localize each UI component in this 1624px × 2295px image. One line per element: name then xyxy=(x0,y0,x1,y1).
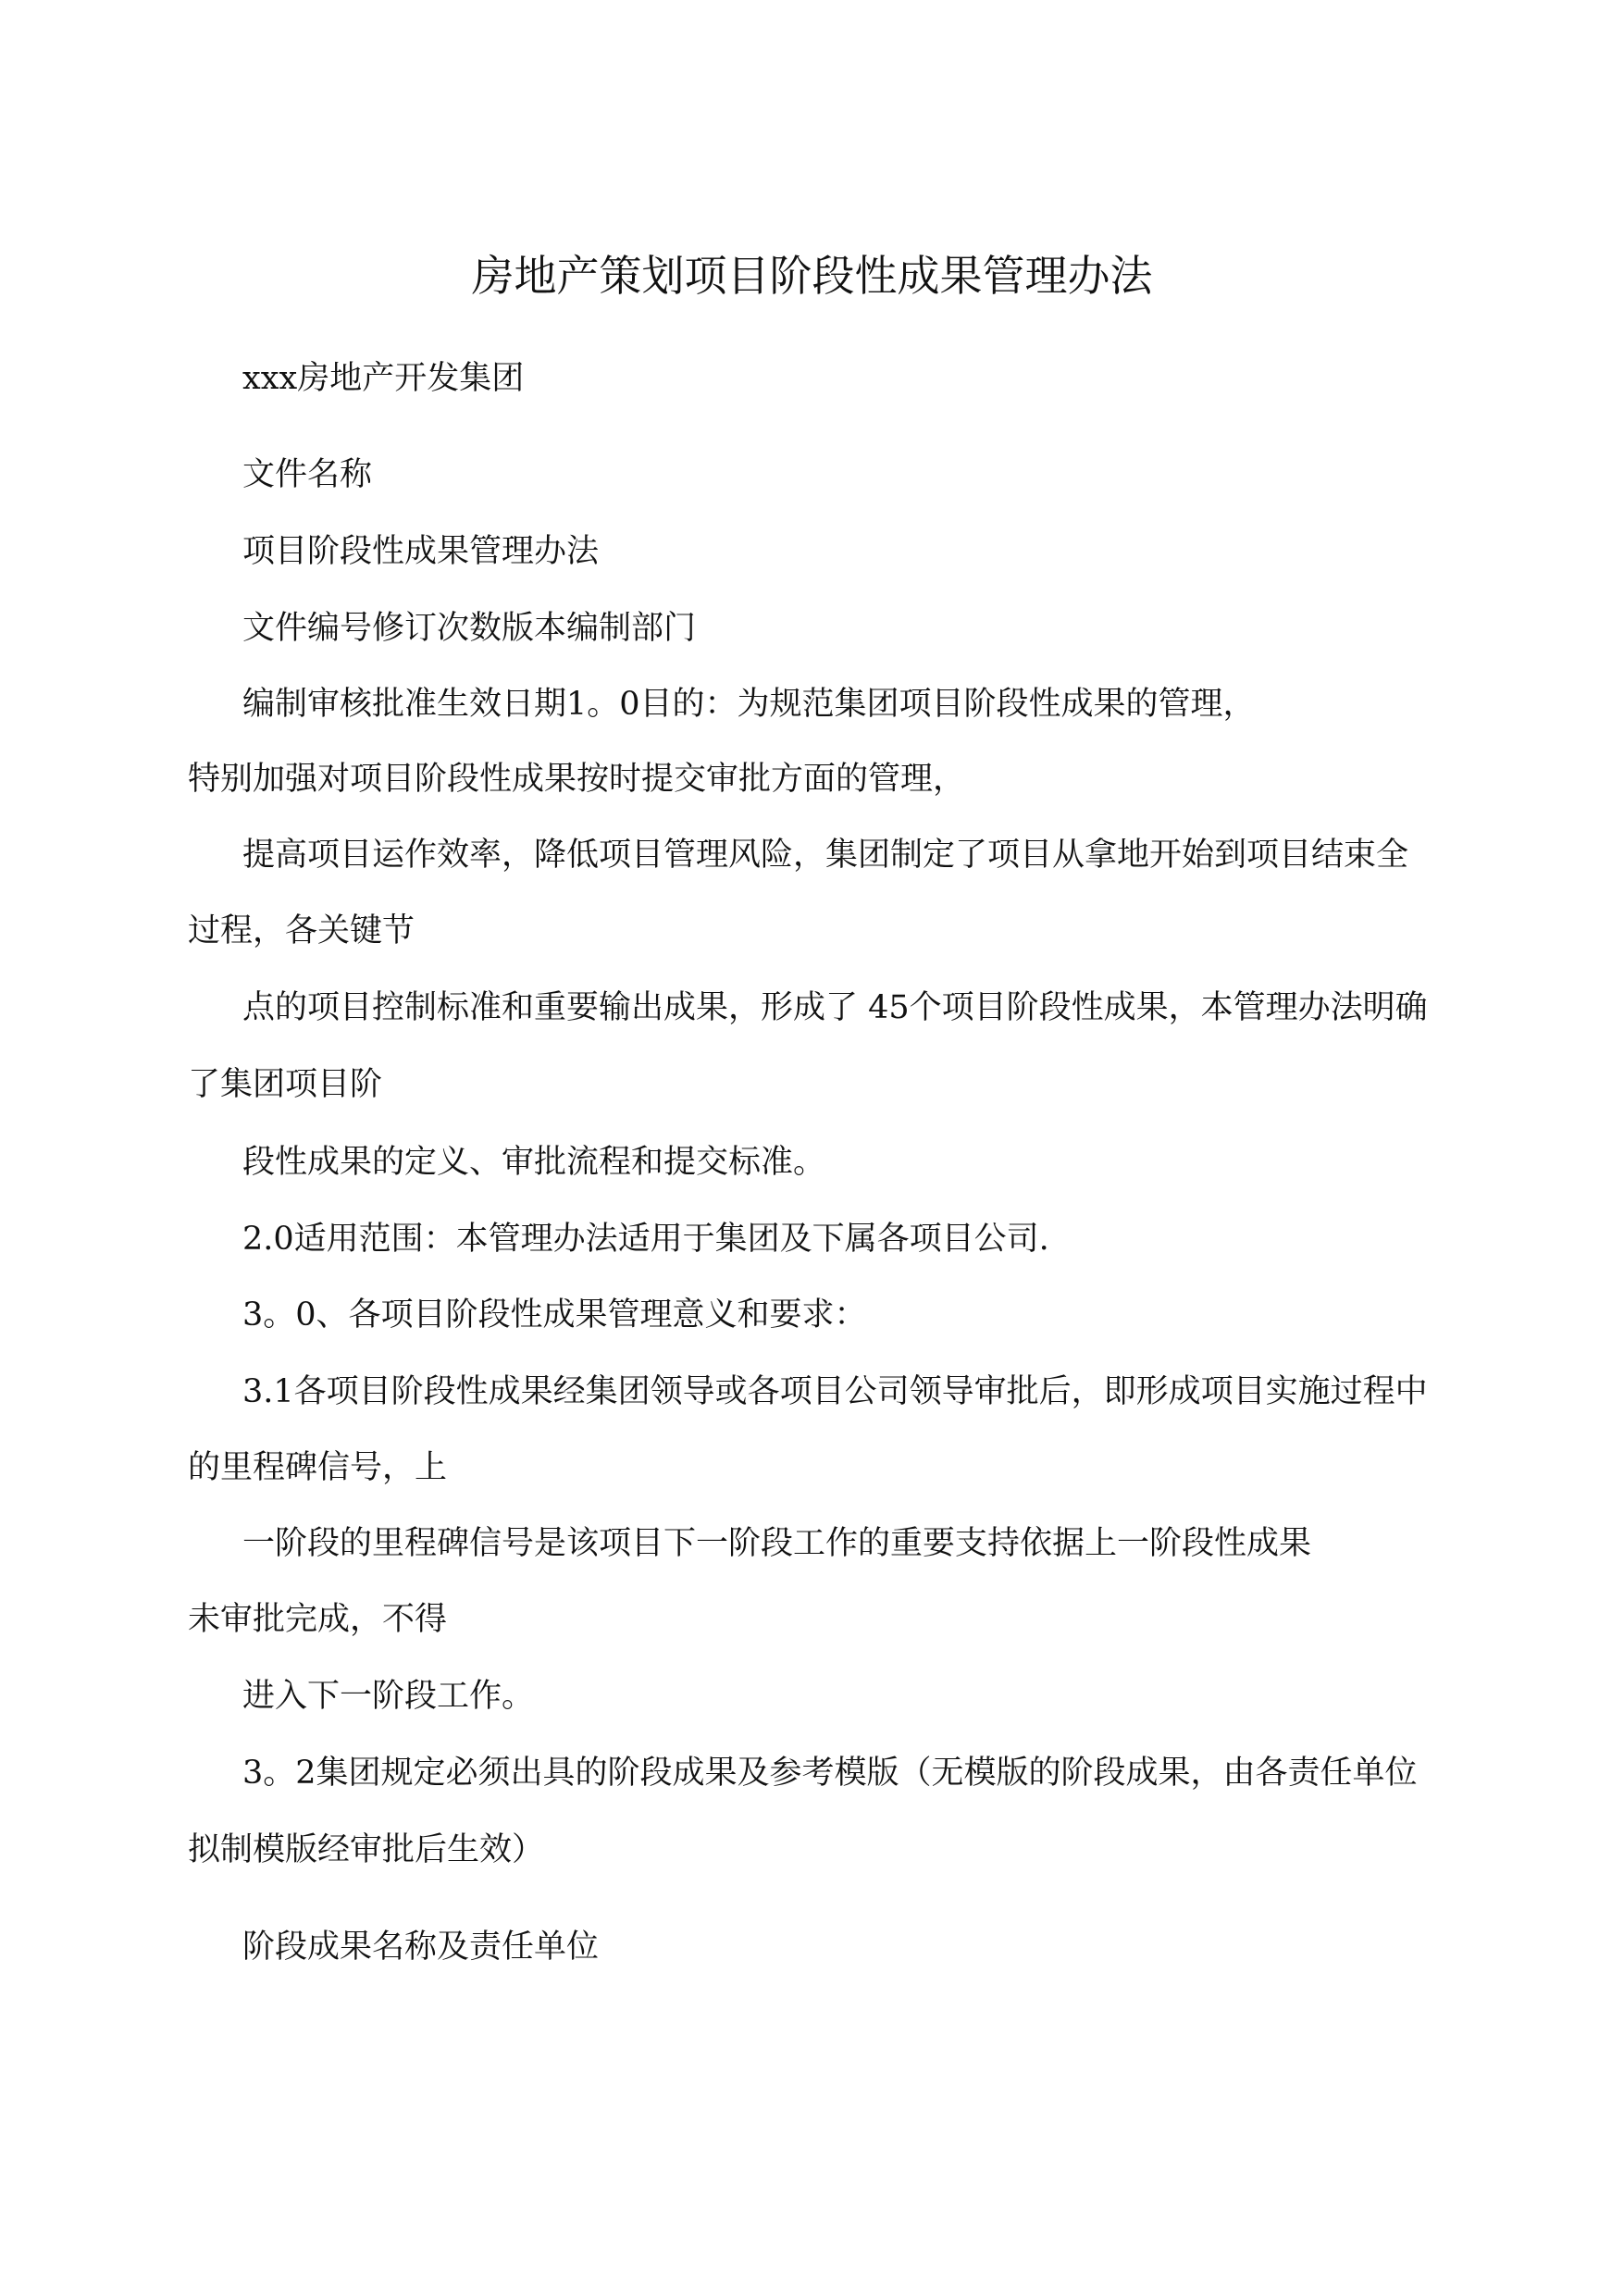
paragraph-line: xxx房地产开发集团 xyxy=(242,360,525,397)
paragraph-line: 2.0适用范围：本管理办法适用于集团及下属各项目公司. xyxy=(242,1221,1049,1258)
paragraph-line: 特别加强对项目阶段性成果按时提交审批方面的管理， xyxy=(188,761,966,798)
paragraph-line: 阶段成果名称及责任单位 xyxy=(242,1929,600,1966)
paragraph-line: 点的项目控制标准和重要输出成果，形成了 45个项目阶段性成果，本管理办法明确 xyxy=(242,989,1428,1026)
paragraph-line: 3。2集团规定必须出具的阶段成果及参考模版（无模版的阶段成果，由各责任单位 xyxy=(242,1755,1418,1792)
paragraph-line: 一阶段的里程碑信号是该项目下一阶段工作的重要支持依据上一阶段性成果 xyxy=(242,1525,1312,1562)
paragraph-line: 未审批完成，不得 xyxy=(188,1601,448,1638)
paragraph-line: 了集团项目阶 xyxy=(188,1066,383,1103)
document-title: 房地产策划项目阶段性成果管理办法 xyxy=(471,251,1153,301)
paragraph-line: 提高项目运作效率，降低项目管理风险，集团制定了项目从拿地开始到项目结束全 xyxy=(242,837,1409,874)
paragraph-line: 的里程碑信号，上 xyxy=(188,1449,448,1486)
paragraph-line: 拟制模版经审批后生效） xyxy=(188,1831,545,1868)
paragraph-line: 段性成果的定义、审批流程和提交标准。 xyxy=(242,1144,826,1181)
paragraph-line: 文件名称 xyxy=(242,456,373,493)
paragraph-line: 进入下一阶段工作。 xyxy=(242,1678,535,1715)
paragraph-line: 文件编号修订次数版本编制部门 xyxy=(242,610,697,647)
paragraph-line: 3.1各项目阶段性成果经集团领导或各项目公司领导审批后，即形成项目实施过程中 xyxy=(242,1373,1428,1410)
paragraph-line: 3。0、各项目阶段性成果管理意义和要求： xyxy=(242,1296,867,1334)
paragraph-line: 过程，各关键节 xyxy=(188,912,415,949)
paragraph-line: 编制审核批准生效日期1。0目的：为规范集团项目阶段性成果的管理， xyxy=(242,686,1256,723)
paragraph-line: 项目阶段性成果管理办法 xyxy=(242,533,600,570)
